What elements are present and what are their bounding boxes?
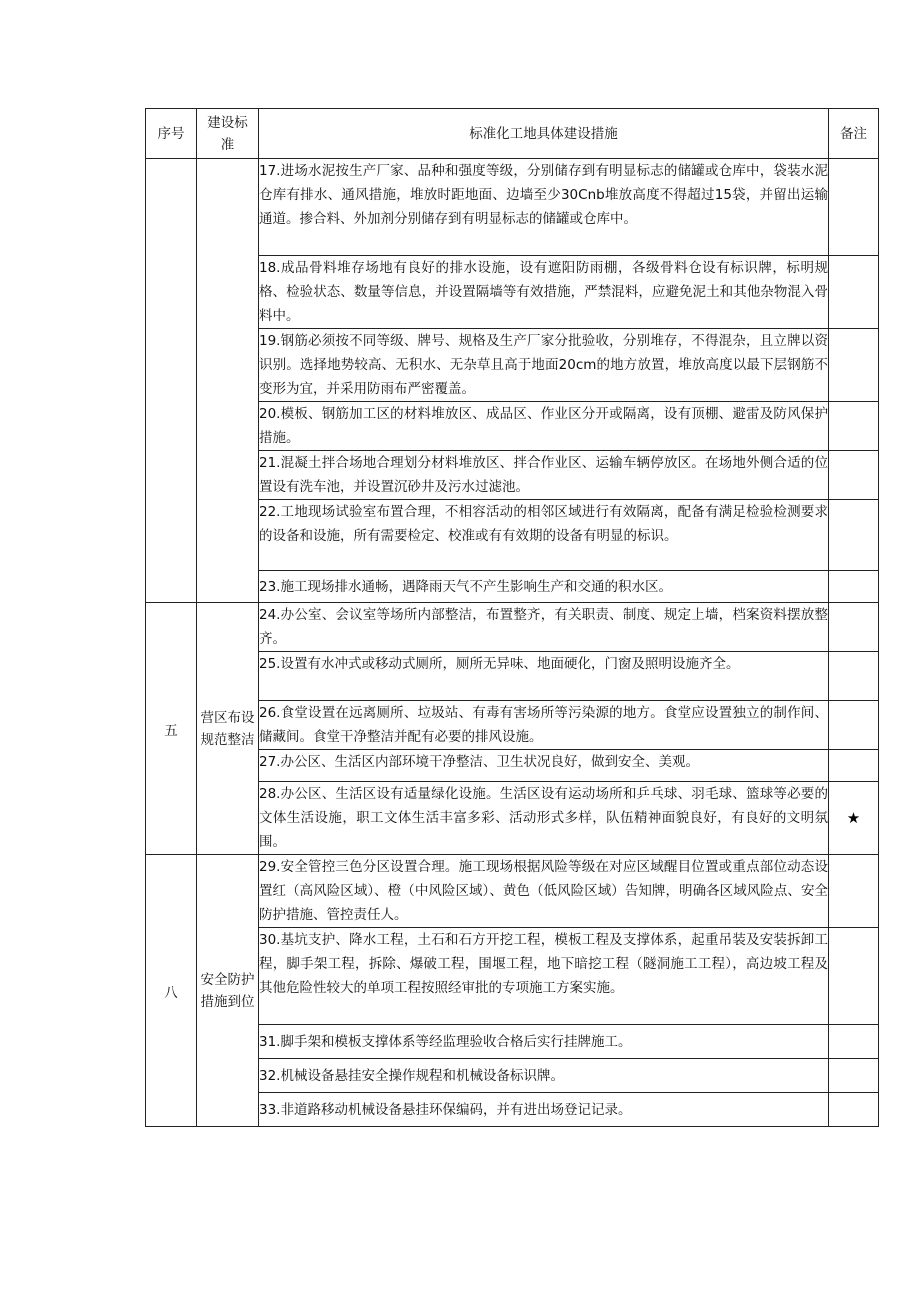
measure-item-17: 17.进场水泥按生产厂家、品种和强度等级，分别储存到有明显标志的储罐或仓库中，袋装水泥仓库有排水、通风措施，堆放时距地面、边墙至少30Cnb堆放高度不得超过15袋，并留出运输通道。掺合料、外加剂分别储存到有明显标志的储罐或仓库中。 bbox=[259, 159, 829, 256]
remark-cell bbox=[829, 1093, 879, 1127]
section-seq: 八 bbox=[146, 855, 197, 1127]
measure-item-28: 28.办公区、生活区设有适量绿化设施。生活区设有运动场所和乒乓球、羽毛球、篮球等必要的文体生活设施，职工文体生活丰富多彩、活动形式多样，队伍精神面貌良好，有良好的文明氛围。 bbox=[259, 782, 829, 855]
table-row bbox=[146, 855, 879, 928]
measure-item-33: 33.非道路移动机械设备悬挂环保编码，并有进出场登记记录。 bbox=[259, 1093, 829, 1127]
header-seq: 序号 bbox=[146, 109, 197, 159]
remark-cell bbox=[829, 571, 879, 603]
section-category: 安全防护措施到位 bbox=[197, 855, 259, 1127]
measure-item-25: 25.设置有水冲式或移动式厕所，厕所无异味、地面硬化，门窗及照明设施齐全。 bbox=[259, 652, 829, 701]
section-category: 营区布设规范整洁 bbox=[197, 603, 259, 855]
remark-cell bbox=[829, 159, 879, 256]
remark-cell bbox=[829, 855, 879, 928]
remark-cell bbox=[829, 329, 879, 402]
measure-item-30: 30.基坑支护、降水工程，土石和石方开挖工程，模板工程及支撑体系，起重吊装及安装拆卸工程，脚手架工程，拆除、爆破工程，围堰工程，地下暗挖工程（隧洞施工工程），高边坡工程及其他危险性较大的单项工程按照经审批的专项施工方案实施。 bbox=[259, 928, 829, 1025]
measure-item-18: 18.成品骨料堆存场地有良好的排水设施，设有遮阳防雨棚，各级骨料仓设有标识牌，标明规格、检验状态、数量等信息，并设置隔墙等有效措施，严禁混料，应避免泥土和其他杂物混入骨料中。 bbox=[259, 256, 829, 329]
remark-cell bbox=[829, 782, 879, 855]
section-seq bbox=[146, 159, 197, 603]
remark-cell bbox=[829, 701, 879, 750]
header-measures: 标准化工地具体建设措施 bbox=[259, 109, 829, 159]
measure-item-21: 21.混凝土拌合场地合理划分材料堆放区、拌合作业区、运输车辆停放区。在场地外侧合适的位置设有洗车池，并设置沉砂井及污水过滤池。 bbox=[259, 451, 829, 500]
measure-item-19: 19.钢筋必须按不同等级、牌号、规格及生产厂家分批验收，分别堆存，不得混杂，且立牌以资识别。选择地势较高、无积水、无杂草且高于地面20cm的地方放置，堆放高度以最下层钢筋不变形为宜，并采用防雨布严密覆盖。 bbox=[259, 329, 829, 402]
construction-standards-table bbox=[145, 108, 879, 1127]
measure-item-23: 23.施工现场排水通畅，遇降雨天气不产生影响生产和交通的积水区。 bbox=[259, 571, 829, 603]
remark-cell bbox=[829, 603, 879, 652]
measure-item-26: 26.食堂设置在远离厕所、垃圾站、有毒有害场所等污染源的地方。食堂应设置独立的制作间、储藏间。食堂干净整洁并配有必要的排风设施。 bbox=[259, 701, 829, 750]
measure-item-29: 29.安全管控三色分区设置合理。施工现场根据风险等级在对应区域醒目位置或重点部位动态设置红（高风险区域）、橙（中风险区域）、黄色（低风险区域）告知牌，明确各区域风险点、安全防护措施、管控责任人。 bbox=[259, 855, 829, 928]
remark-cell bbox=[829, 451, 879, 500]
remark-cell bbox=[829, 500, 879, 571]
measure-item-20: 20.模板、钢筋加工区的材料堆放区、成品区、作业区分开或隔离，设有顶棚、避雷及防风保护措施。 bbox=[259, 402, 829, 451]
section-category bbox=[197, 159, 259, 603]
table-row bbox=[146, 603, 879, 652]
header-standard: 建设标准 bbox=[197, 109, 259, 159]
measure-item-32: 32.机械设备悬挂安全操作规程和机械设备标识牌。 bbox=[259, 1059, 829, 1093]
remark-cell bbox=[829, 750, 879, 782]
remark-cell bbox=[829, 652, 879, 701]
measure-item-27: 27.办公区、生活区内部环境干净整洁、卫生状况良好，做到安全、美观。 bbox=[259, 750, 829, 782]
header-remark: 备注 bbox=[829, 109, 879, 159]
table-header-row bbox=[146, 109, 879, 159]
section-seq: 五 bbox=[146, 603, 197, 855]
remark-cell bbox=[829, 1059, 879, 1093]
measure-item-22: 22.工地现场试验室布置合理，不相容活动的相邻区域进行有效隔离，配备有满足检验检测要求的设备和设施，所有需要检定、校准或有有效期的设备有明显的标识。 bbox=[259, 500, 829, 571]
table-row bbox=[146, 159, 879, 256]
star-icon: ★ bbox=[846, 809, 861, 827]
measure-item-24: 24.办公室、会议室等场所内部整洁，布置整齐，有关职责、制度、规定上墙，档案资料摆放整齐。 bbox=[259, 603, 829, 652]
remark-cell bbox=[829, 256, 879, 329]
remark-cell bbox=[829, 402, 879, 451]
remark-cell bbox=[829, 928, 879, 1025]
remark-cell bbox=[829, 1025, 879, 1059]
measure-item-31: 31.脚手架和模板支撑体系等经监理验收合格后实行挂牌施工。 bbox=[259, 1025, 829, 1059]
